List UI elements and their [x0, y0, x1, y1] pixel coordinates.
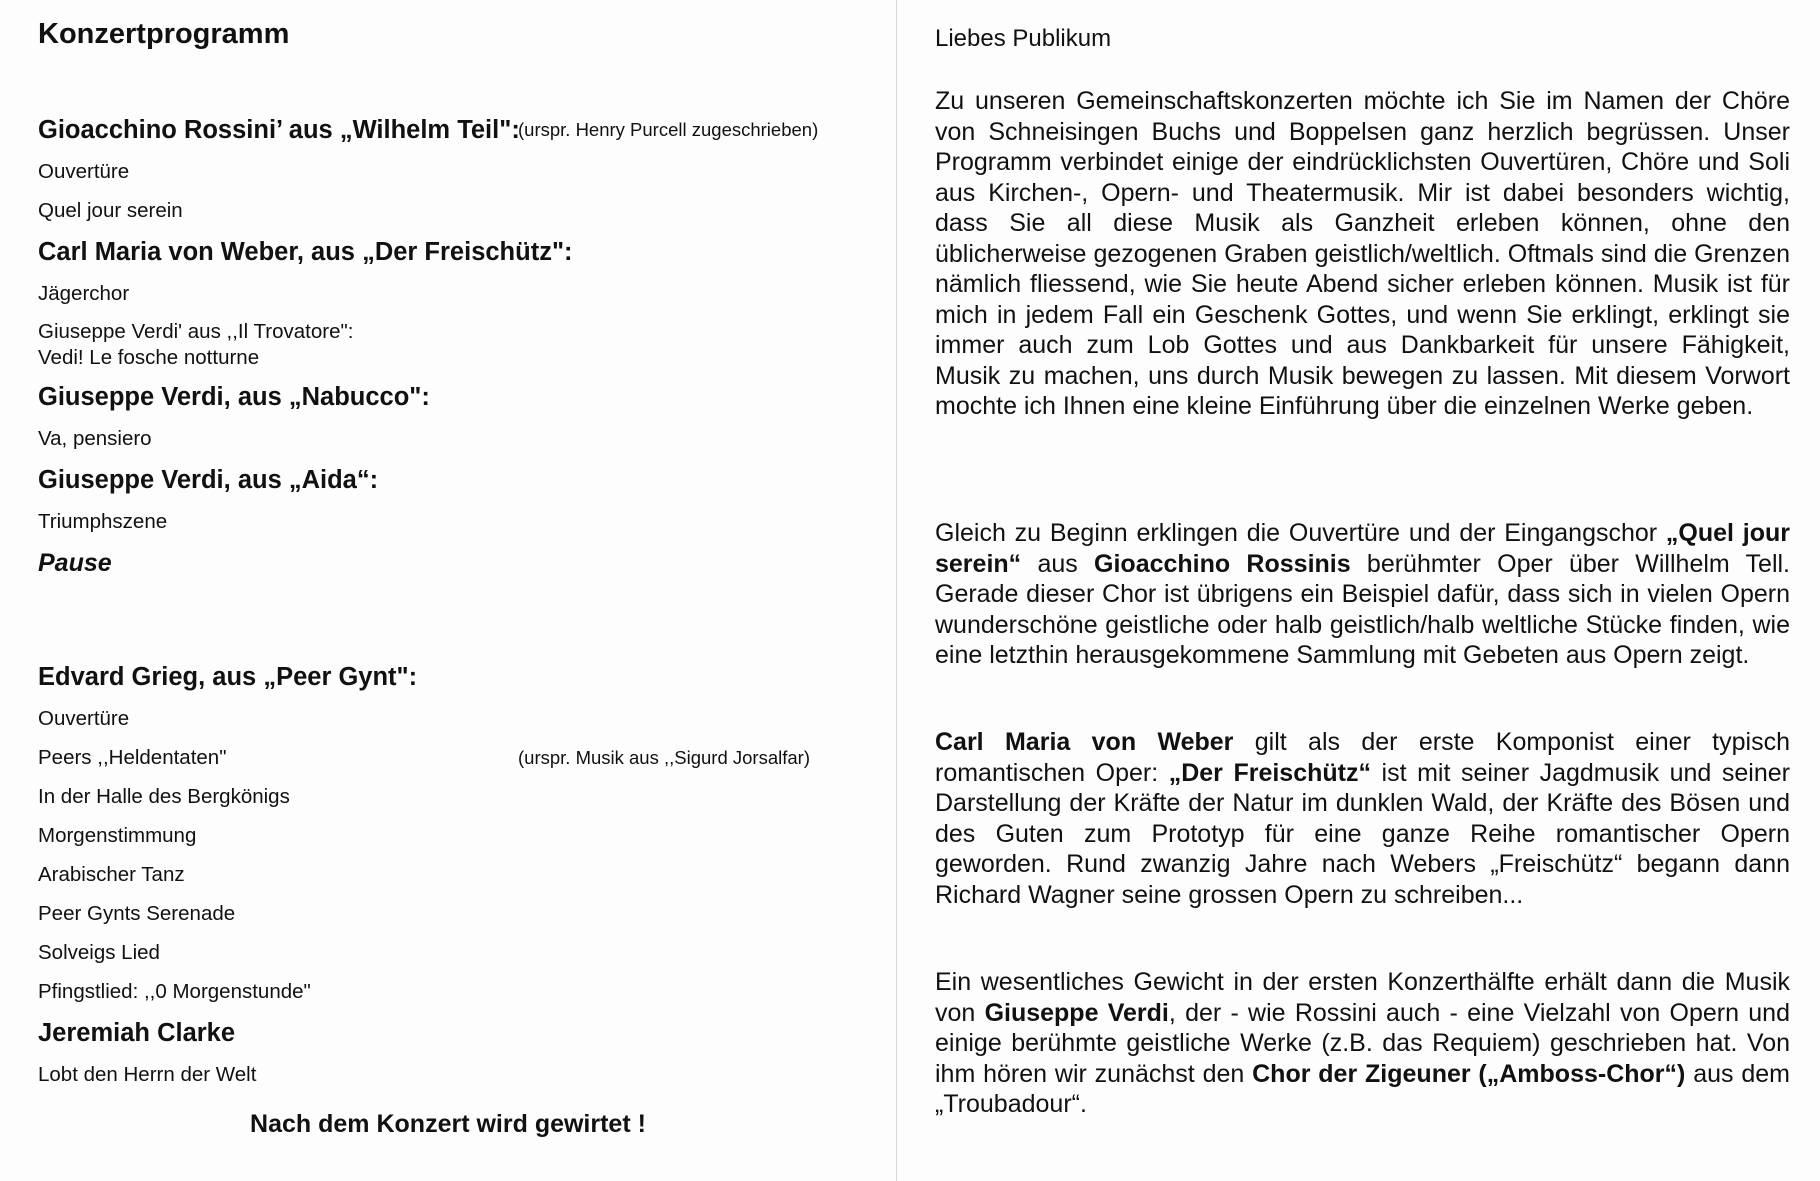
program-piece: [38, 855, 858, 894]
body-text: Zu unseren Gemeinschaftskonzerten möchte ich Sie im Namen der Chöre von Schneisingen Buchs und Boppelsen ganz herzlich begrüssen. Unser Programm verbindet einige der eindrücklichsten Ouvertüren, Chöre und Soli aus Kirchen-, Opern- und Theatermusik. Mir ist dabei besonders wichtig, dass Sie all diese Musik als Ganzheit erleben können, ohne den üblicherweise gezogenen Graben geistlich/weltlich. Oftmals sind die Grenzen nämlich fliessend, wie Sie heute Abend sicher erleben können. Musik ist für mich in jedem Fall ein Geschenk Gottes, und wenn Sie erklingt, erklingt sie immer auch zum Lob Gottes und aus Dankbarkeit für unsere Fähigkeit, Musik zu machen, uns durch Musik bewegen zu lassen. Mit diesem Vorwort mochte ich Ihnen eine kleine Einführung über die einzelnen Werke geben.: [935, 87, 1790, 420]
emphasis-text: Chor der Zigeuner („Amboss-Chor“): [1252, 1059, 1686, 1088]
body-text: gilt als der erste Komponist einer typisch romantischen Oper:: [935, 728, 1790, 787]
piece-label: In der Halle des Bergkönigs: [38, 785, 290, 808]
emphasis-text: Giuseppe Verdi: [984, 998, 1169, 1027]
composer-label: Jeremiah Clarke: [38, 1019, 236, 1047]
program-entries: [38, 108, 858, 1094]
paragraph-rossini: [935, 518, 1790, 671]
emphasis-text: „Der Freischütz“: [1168, 758, 1371, 787]
program-note: (urspr. Musik aus ,,Sigurd Jorsalfar): [518, 747, 810, 768]
body-text: Gleich zu Beginn erklingen die Ouvertüre und der Eingangschor: [935, 519, 1666, 547]
piece-label: Pause: [38, 549, 112, 577]
program-piece: [38, 152, 858, 191]
emphasis-text: Carl Maria von Weber: [935, 728, 1234, 756]
left-page: [38, 18, 858, 1168]
composer-label: Gioacchino Rossini’ aus „Wilhelm Teil":: [38, 116, 520, 144]
program-piece-line: Giuseppe Verdi' aus ,,Il Trovatore":: [38, 320, 354, 343]
program-composer: [38, 458, 858, 502]
program-piece: [38, 502, 858, 541]
program-piece: [38, 699, 858, 738]
program-piece: [38, 191, 858, 230]
program-piece: [38, 816, 858, 855]
piece-label: Peers ,,Heldentaten": [38, 746, 227, 769]
piece-label: Solveigs Lied: [38, 941, 160, 964]
program-piece: [38, 933, 858, 972]
paragraph-weber: [935, 727, 1790, 910]
greeting: Liebes Publikum: [935, 25, 1112, 52]
program-piece: [38, 894, 858, 933]
composer-label: Giuseppe Verdi, aus „Nabucco":: [38, 383, 430, 411]
composer-label: Carl Maria von Weber, aus „Der Freischütz":: [38, 238, 573, 266]
program-note: (urspr. Henry Purcell zugeschrieben): [518, 119, 819, 140]
program-piece-line: Vedi! Le fosche notturne: [38, 346, 260, 369]
footer-note: Nach dem Konzert wird gewirtet !: [250, 1110, 646, 1138]
program-pause: [38, 541, 858, 585]
program-piece: [38, 313, 858, 375]
program-piece: [38, 419, 858, 458]
piece-label: Pfingstlied: ,,0 Morgenstunde": [38, 980, 311, 1003]
piece-label: Arabischer Tanz: [38, 863, 185, 886]
page-fold: [896, 0, 897, 1181]
program-composer: [38, 655, 858, 699]
body-text: aus: [1021, 549, 1095, 578]
right-page: [935, 22, 1793, 1172]
body-text: , der - wie Rossini auch - eine Vielzahl von Opern und einige berühmte geistliche Werke (z.B. das Requiem) geschrieben hat. Von ihm hören wir zunächst den: [935, 998, 1790, 1088]
program-composer: [38, 375, 858, 419]
body-text: aus dem „Troubadour“.: [935, 1059, 1790, 1118]
piece-label: Lobt den Herrn der Welt: [38, 1063, 257, 1086]
body-text: berühmter Oper über Willhelm Tell. Gerade dieser Chor ist übrigens ein Beispiel dafür, dass sich in vielen Opern wunderschöne geistliche oder halb geistlich/halb weltliche Stücke finden, wie eine letzthin herausgekommene Sammlung mit Gebeten aus Opern zeigt.: [935, 549, 1790, 669]
piece-label: Morgenstimmung: [38, 824, 197, 847]
program-piece: [38, 1055, 858, 1094]
program-composer: [38, 230, 858, 274]
program-piece: [38, 972, 858, 1011]
program-piece: [38, 738, 858, 777]
piece-label: Ouvertüre: [38, 707, 130, 730]
body-text: ist mit seiner Jagdmusik und seiner Darstellung der Kräfte der Natur im dunklen Wald, der Kräfte des Bösen und des Guten zum Prototyp für eine ganze Reihe romantischer Opern geworden. Rund zwanzig Jahre nach Webers „Freischütz“ begann dann Richard Wagner seine grossen Opern zu schreiben...: [935, 758, 1790, 909]
program-piece: [38, 274, 858, 313]
emphasis-text: „Quel jour serein“: [935, 519, 1790, 578]
piece-label: Va, pensiero: [38, 427, 152, 450]
piece-label: Peer Gynts Serenade: [38, 902, 236, 925]
program-title: Konzertprogramm: [38, 18, 290, 50]
piece-label: Quel jour serein: [38, 199, 183, 222]
piece-label: Ouvertüre: [38, 160, 130, 183]
program-piece: [38, 777, 858, 816]
composer-label: Giuseppe Verdi, aus „Aida“:: [38, 466, 379, 494]
body-text: Ein wesentliches Gewicht in der ersten Konzerthälfte erhält dann die Musik von: [935, 968, 1790, 1027]
section-gap: [38, 585, 858, 655]
piece-label: Jägerchor: [38, 282, 130, 305]
composer-label: Edvard Grieg, aus „Peer Gynt":: [38, 663, 418, 691]
paragraph-intro: [935, 86, 1790, 422]
emphasis-text: Gioacchino Rossinis: [1094, 549, 1351, 578]
paragraph-verdi: [935, 967, 1790, 1120]
piece-label: Triumphszene: [38, 510, 168, 533]
